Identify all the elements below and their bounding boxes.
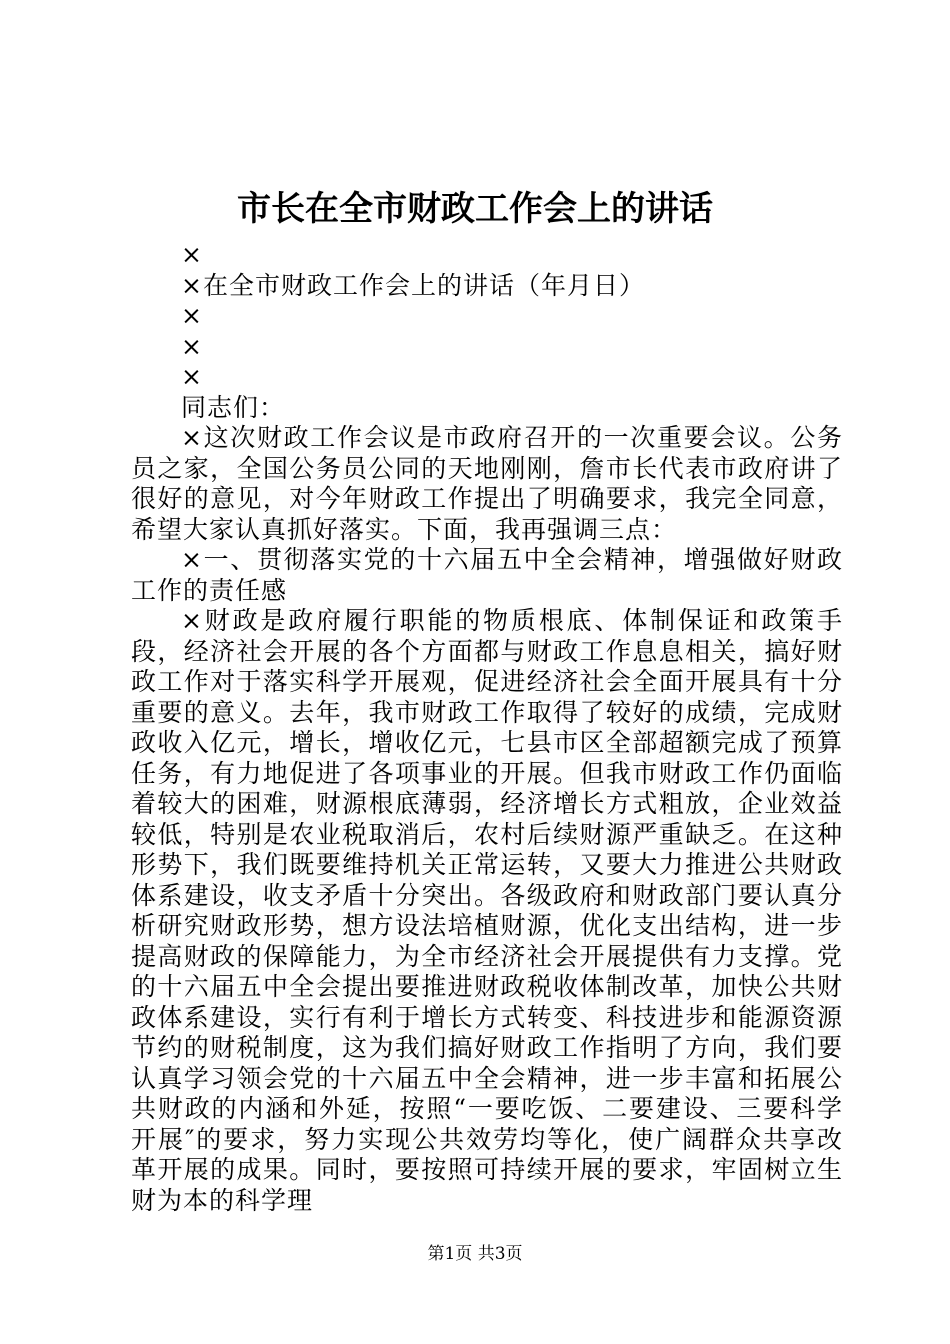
paragraph: × (181, 362, 203, 391)
paragraph: ×财政是政府履行职能的物质根底、体制保证和政策手段，经济社会开展的各个方面都与财政工作息息相关，搞好财政工作对于落实科学开展观，促进经济社会全面开展具有十分重要的意义。去年，我市财政工作取得了较好的成绩，完成财政收入亿元，增长，增收亿元，七县市区全部超额完成了预算任务，有力地促进了各项事业的开展。但我市财政工作仍面临着较大的困难，财源根底薄弱，经济增长方式粗放，企业效益较低，特别是农业税取消后，农村后续财源严重缺乏。在这种形势下，我们既要维持机关正常运转，又要大力推进公共财政体系建设，收支矛盾十分突出。各级政府和财政部门要认真分析研究财政形势，想方设法培植财源，优化支出结构，进一步提高财政的保障能力，为全市经济社会开展提供有力支撑。党的十六届五中全会提出要推进财政税收体制改革，加快公共财政体系建设，实行有利于增长方式转变、科技进步和能源资源节约的财税制度，这为我们搞好财政工作指明了方向，我们要认真学习领会党的十六届五中全会精神，进一步丰富和拓展公共财政的内涵和外延，按照“一要吃饭、二要建设、三要科学开展″的要求，努力实现公共效劳均等化，使广阔群众共享改革开展的成果。同时，要按照可持续开展的要求，牢固树立生财为本的科学理 (131, 606, 843, 1215)
document-body (131, 240, 843, 1216)
paragraph: × (181, 331, 203, 361)
page-title: 市长在全市财政工作会上的讲话 (237, 189, 713, 229)
section-heading: ×一、贯彻落实党的十六届五中全会精神，增强做好财政工作的责任感 (131, 545, 843, 605)
paragraph: ×这次财政工作会议是市政府召开的一次重要会议。公务员之家，全国公务员公同的天地刚刚，詹市长代表市政府讲了很好的意见，对今年财政工作提出了明确要求，我完全同意，希望大家认真抓好落实。下面，我再强调三点： (131, 423, 843, 544)
paragraph: × (181, 240, 203, 269)
paragraph: ×在全市财政工作会上的讲话（年月日） (181, 270, 645, 300)
salutation: 同志们： (181, 392, 286, 422)
paragraph: × (181, 301, 203, 330)
page-footer: 第1页 共3页 (427, 1244, 523, 1264)
